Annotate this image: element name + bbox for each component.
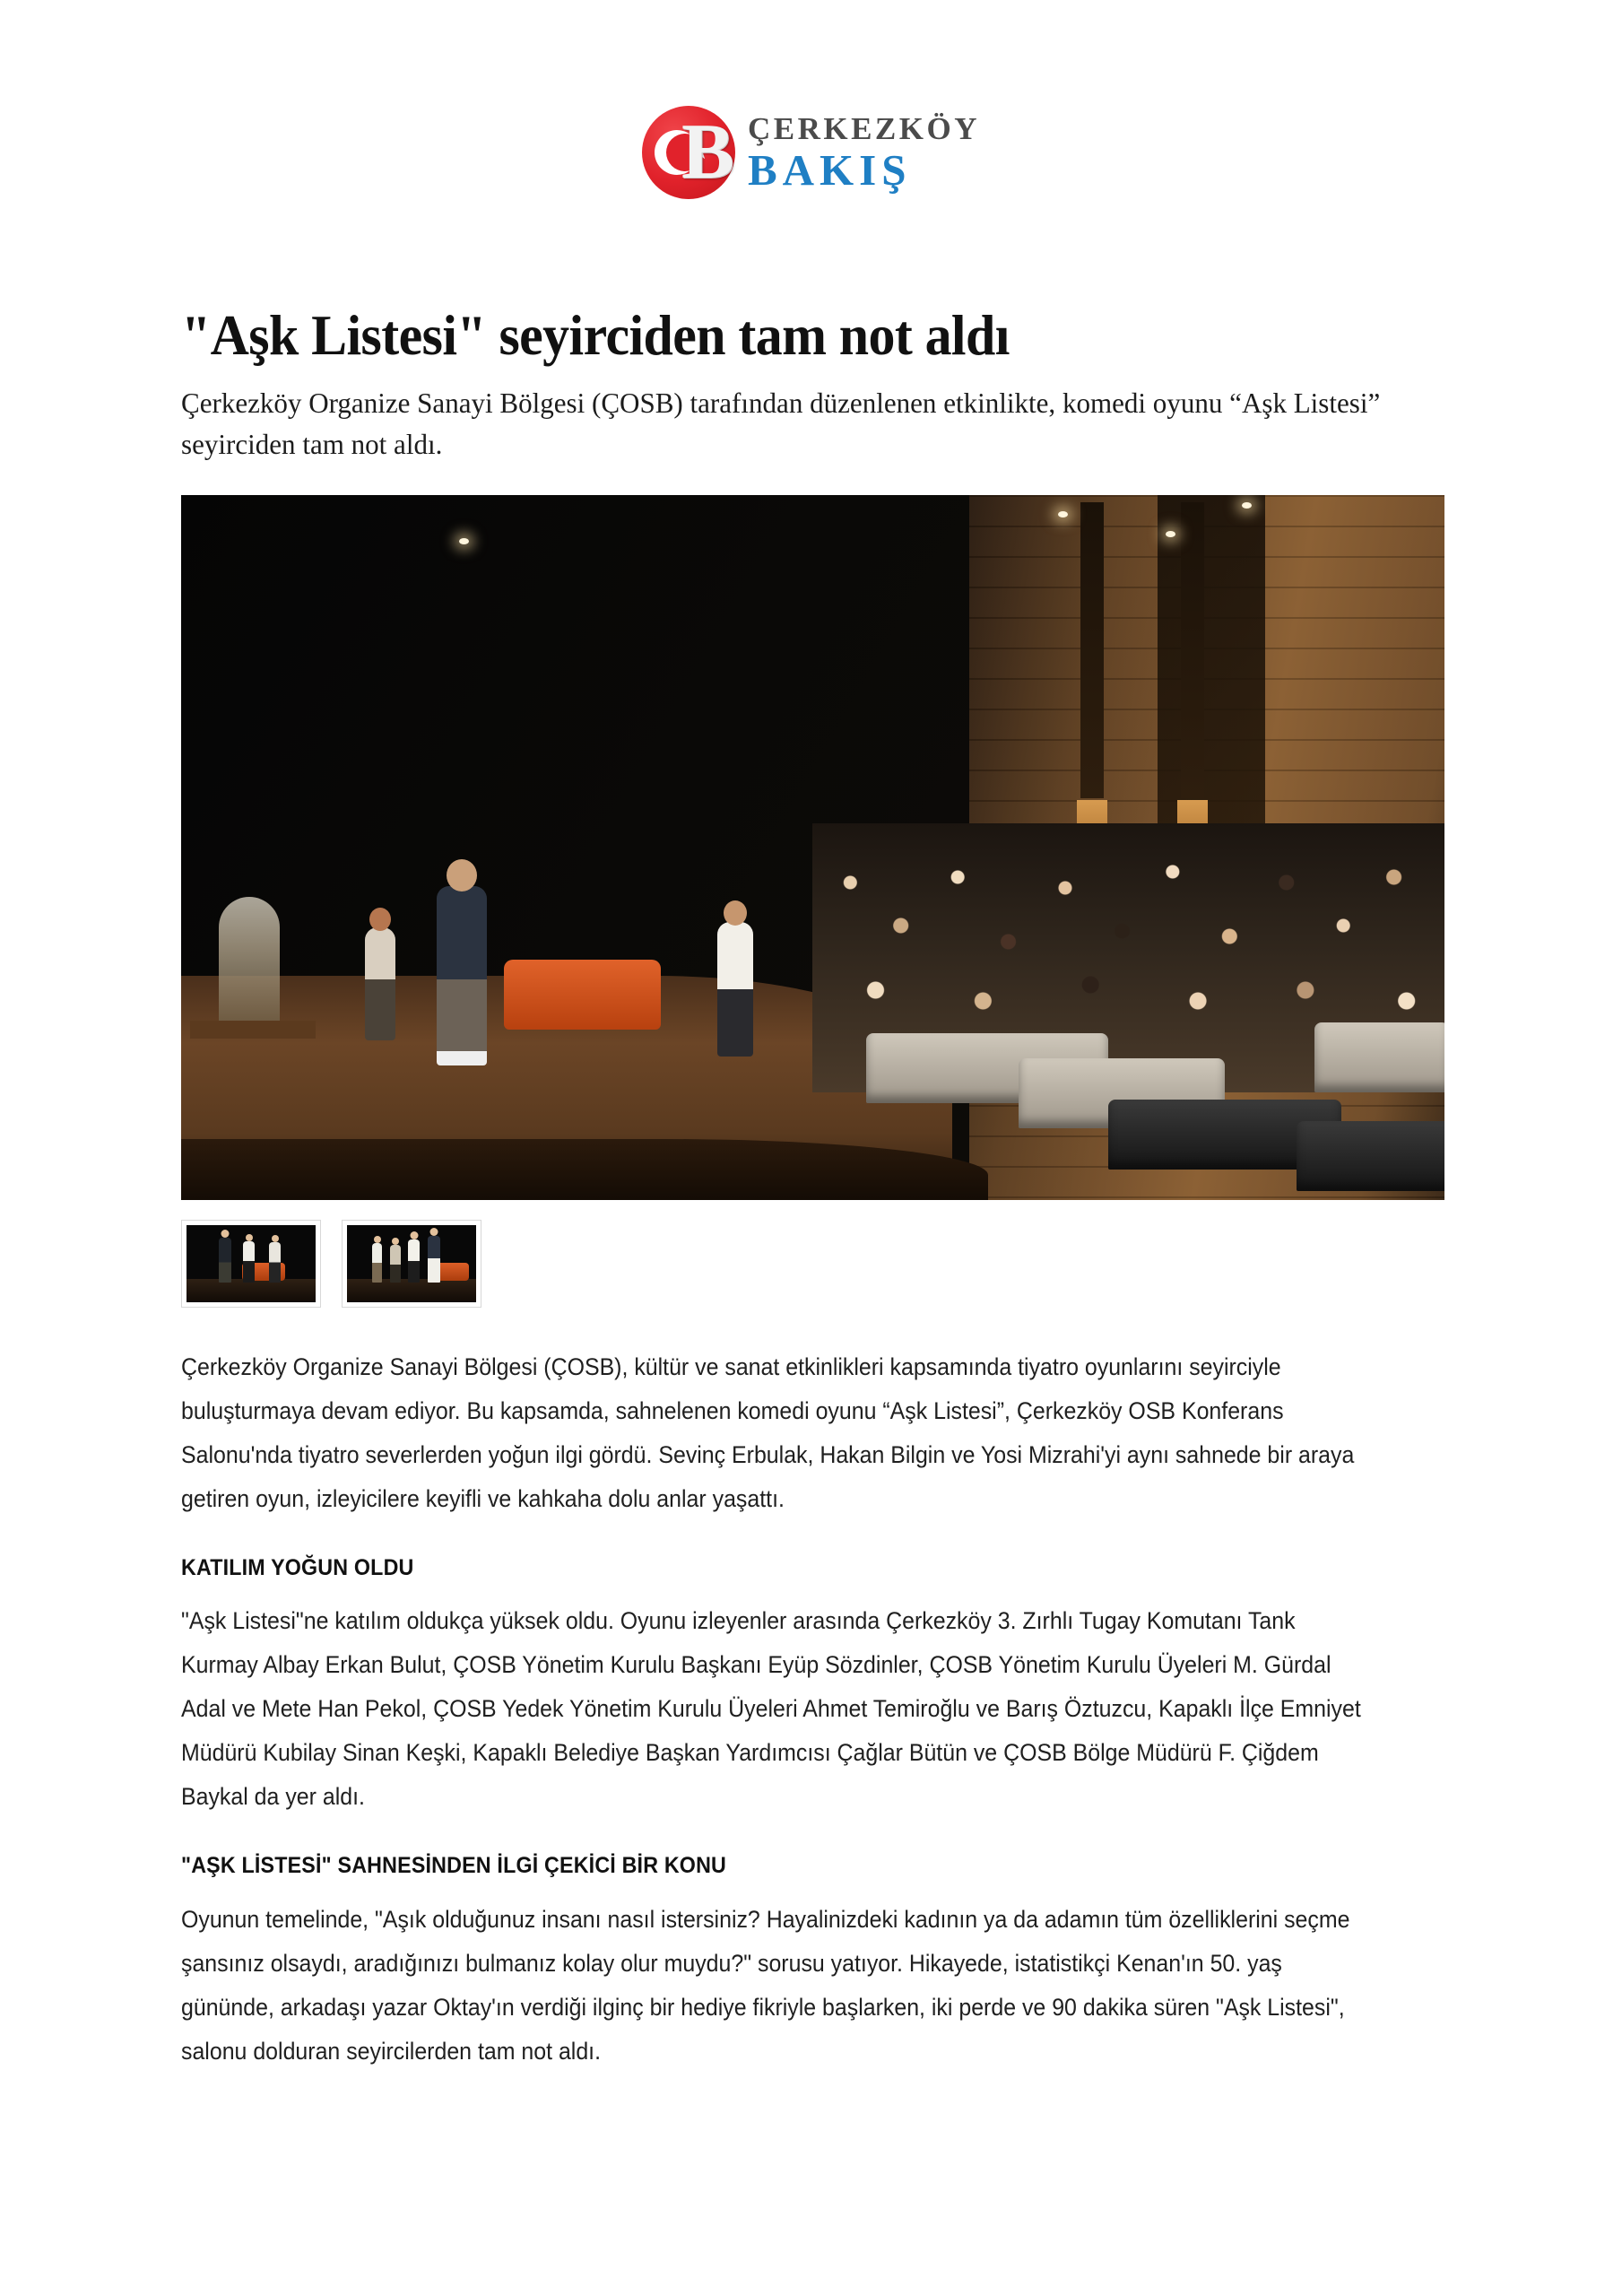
wall-panel-1 bbox=[1080, 502, 1104, 798]
thumbnail-1[interactable] bbox=[181, 1220, 321, 1308]
thumb1-actor-3-head bbox=[272, 1235, 279, 1242]
article-paragraph-katilim: "Aşk Listesi"ne katılım oldukça yüksek oldu. Oyunu izleyenler arasında Çerkezköy 3. Zırhlı Tugay Komutanı Tank Kurmay Albay Erkan Bulut, ÇOSB Yönetim Kurulu Başkanı Eyüp Sözdinler, ÇOSB Yönetim Kurulu Üyeleri M. Gürdal Adal ve Mete Han Pekol, ÇOSB Yedek Yönetim Kurulu Üyeleri Ahmet Temiroğlu ve Barış Öztuzcu, Kapaklı İlçe Emniyet Müdürü Kubilay Sinan Keşki, Kapaklı Belediye Başkan Yardımcısı Çağlar Bütün ve ÇOSB Bölge Müdürü F. Çiğdem Baykal da yer aldı. bbox=[181, 1607, 1361, 1811]
page-title: "Aşk Listesi" seyirciden tam not aldı bbox=[181, 304, 1010, 367]
stage-prop-sofa bbox=[504, 960, 661, 1030]
wall-panel-2 bbox=[1181, 502, 1204, 798]
article-paragraph-intro: Çerkezköy Organize Sanayi Bölgesi (ÇOSB), kültür ve sanat etkinlikleri kapsamında tiyatro oyunlarını seyirciyle buluşturmaya devam ediyor. Bu kapsamda, sahnelenen komedi oyunu “Aşk Listesi”, Çerkezköy OSB Konferans Salonu'nda tiyatro severlerden yoğun ilgi gördü. Sevinç Erbulak, Hakan Bilgin ve Yosi Mizrahi'yi aynı sahnede bir araya getiren oyun, izleyicilere keyifli ve kahkaha dolu anlar yaşattı. bbox=[181, 1352, 1355, 1512]
stage-spotlight-2 bbox=[1058, 511, 1068, 517]
thumb1-actor-2-head bbox=[246, 1234, 253, 1241]
site-masthead bbox=[0, 0, 1622, 199]
section-heading-katilim: KATILIM YOĞUN OLDU bbox=[181, 1554, 414, 1580]
article-paragraph-konu: Oyunun temelinde, "Aşık olduğunuz insanı nasıl istersiniz? Hayalinizdeki kadının ya da adamın tüm özelliklerini seçme şansınız olsaydı, aradığınızı bulmanız kolay olur muydu?" sorusu yatıyor. Hikayede, istatistikçi Kenan'ın 50. yaş gününde, arkadaşı yazar Oktay'ın verdiği ilginç bir hediye fikriyle başlarken, iki perde ve 90 dakika süren "Aşk Listesi", salonu dolduran seyircilerden tam not aldı. bbox=[181, 1905, 1350, 2065]
seat-row-dark-2 bbox=[1297, 1121, 1444, 1191]
article-standfirst: Çerkezköy Organize Sanayi Bölgesi (ÇOSB) tarafından düzenlenen etkinlikte, komedi oyunu “Aşk Listesi” seyirciden tam not aldı. bbox=[181, 387, 1381, 461]
logo-wordmark bbox=[747, 111, 981, 195]
thumb1-actor-3 bbox=[269, 1242, 281, 1283]
article-container bbox=[178, 199, 1444, 2074]
actor-left-head bbox=[369, 908, 391, 931]
article-body bbox=[181, 1345, 1444, 2074]
thumbnail-1-image bbox=[186, 1225, 316, 1302]
thumb2-actor-3 bbox=[408, 1239, 420, 1283]
thumb2-actor-4-head bbox=[430, 1228, 438, 1236]
logo-mark-icon bbox=[642, 106, 735, 199]
thumb2-actor-4 bbox=[428, 1236, 440, 1283]
thumb2-actor-3-head bbox=[410, 1231, 418, 1239]
thumbnail-2[interactable] bbox=[342, 1220, 481, 1308]
logo-line-bakis: BAKIŞ bbox=[747, 145, 912, 195]
stage-spotlight-4 bbox=[1242, 502, 1252, 509]
thumb1-actor-1-head bbox=[221, 1230, 230, 1238]
thumb1-actor-2 bbox=[243, 1241, 255, 1283]
thumb1-actor-1 bbox=[219, 1238, 231, 1283]
thumb2-actor-2-head bbox=[392, 1238, 399, 1245]
stage-prop-table bbox=[190, 1021, 316, 1039]
thumbnail-gallery bbox=[181, 1220, 1444, 1308]
actor-left bbox=[365, 927, 395, 1040]
site-logo[interactable] bbox=[642, 106, 980, 199]
logo-line-cerkezkoy: ÇERKEZKÖY bbox=[747, 111, 981, 146]
seat-row-light-3 bbox=[1314, 1022, 1444, 1092]
actor-right bbox=[717, 922, 753, 1057]
actor-center-body bbox=[437, 886, 487, 1065]
stage-spotlight-3 bbox=[1166, 531, 1175, 537]
audience-area bbox=[812, 823, 1444, 1200]
logo-monogram: B bbox=[681, 109, 733, 196]
actor-center-head bbox=[447, 859, 477, 891]
section-heading-konu: "AŞK LİSTESİ" SAHNESİNDEN İLGİ ÇEKİCİ BİR KONU bbox=[181, 1853, 727, 1879]
hero-image[interactable] bbox=[181, 495, 1444, 1200]
stage-spotlight-1 bbox=[459, 538, 469, 544]
actor-left-body bbox=[365, 927, 395, 1040]
thumbnail-2-image bbox=[347, 1225, 476, 1302]
thumb2-actor-1-head bbox=[374, 1236, 381, 1243]
actor-right-head bbox=[724, 900, 747, 926]
thumb2-actor-2 bbox=[390, 1245, 401, 1283]
stage-prop-window bbox=[219, 897, 280, 1031]
thumb2-actor-1 bbox=[372, 1243, 382, 1283]
actor-center bbox=[437, 886, 487, 1065]
actor-right-body bbox=[717, 922, 753, 1057]
